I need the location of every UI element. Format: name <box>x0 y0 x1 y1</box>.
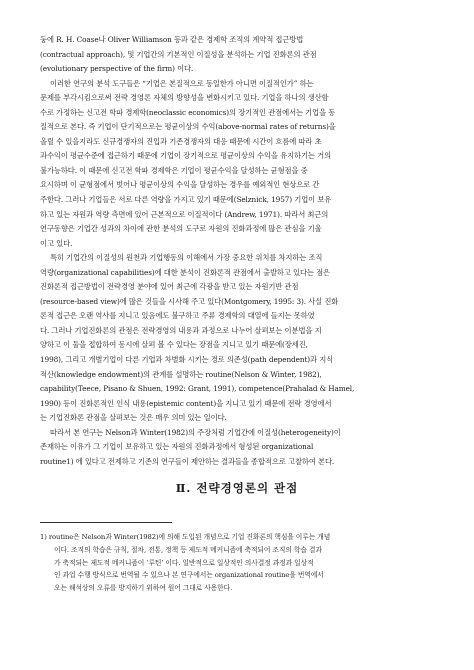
text-line: 연구동향은 기업간 성과의 차이에 관한 분석의 도구로 자원의 진화과정에 많은 관심을 기울 <box>40 224 322 234</box>
footnote-line: 오는 해석상의 오류를 방지하기 위하여 원어 그대로 사용한다. <box>54 583 233 592</box>
text-line: 적산(knowledge endowment)의 관계를 설명하는 routine(Nelson & Winter, 1982), <box>40 369 322 379</box>
footnote-line: 이다. 조직의 학습은 규칙, 절차, 전통, 정책 등 제도적 메커니즘에 축적되어 조직의 학습 결과 <box>54 546 322 554</box>
footnote-divider <box>40 522 172 523</box>
text-line: 수로 가정하는 신고전 학파 경제학(neoclassic economics)의 장기적인 관점에서는 기업을 동 <box>40 107 336 117</box>
text-line: 이고 있다. <box>40 238 73 248</box>
text-line: (resource-based view)에 많은 것들을 시사해 주고 있다(Montgomery, 1995: 3). 사실 진화 <box>40 296 339 306</box>
text-line: 론적 접근은 오랜 역사를 지니고 있음에도 불구하고 주류 경제학의 대열에 들지는 못하였 <box>40 311 315 321</box>
text-line: 과수익이 평균수준에 접근하기 때문에 기업이 장기적으로 평균이상의 수익을 유지하기는 거의 <box>40 151 331 161</box>
text-line: 요시하며 이 균형점에서 벗어나 평균이상의 수익을 달성하는 경우를 예외적인 현상으로 간 <box>40 180 320 190</box>
text-line: routine1) 에 있다고 전제하고 기존의 연구들이 제안하는 결과들을 종합적으로 고찰하여 본다. <box>40 456 335 466</box>
text-line: 역량(organizational capabilities)에 대한 분석이 진화론적 관점에서 출발하고 있다는 점은 <box>40 267 331 277</box>
text-line: 존재하는 이유가 그 기업이 보유하고 있는 자원의 진화과정에서 형성된 organizational <box>40 442 314 452</box>
text-line: 둥에 R. H. Coase나 Oliver Williamson 등과 같은 경제학 조직의 계약적 접근방법 <box>40 35 304 44</box>
text-line: (contractual approach), 및 기업간의 기본적인 이질성을 분석하는 기업 진화론의 관점 <box>40 49 317 59</box>
text-line: 는 기업진화론 관점을 살펴보는 것은 매우 의미 있는 일이다. <box>40 413 227 423</box>
text-line: 불가능하다. 이 때문에 신고전 학파 경제학은 기업이 평균수익을 달성하는 균형점을 중 <box>40 165 308 175</box>
text-line: 따라서 본 연구는 Nelson과 Winter(1982)의 주장처럼 기업간에 이질성(heterogeneity)이 <box>50 427 341 437</box>
text-line: capability(Teece, Pisano & Shuen, 1992: Grant, 1991), competence(Prahalad & Hamel, <box>40 384 355 394</box>
section-heading: Ⅱ. 전략경영론의 관점 <box>175 481 299 496</box>
text-line: 하고 있는 자원과 역량 측면에 있어 근본적으로 이질적이다 (Andrew, 1971). 따라서 최근의 <box>40 209 329 219</box>
text-line: 주한다. 그러나 기업들은 서로 다른 역량을 가지고 있기 때문에(Selznick, 1957) 기업이 보유 <box>40 195 332 205</box>
text-line: 다. 그러나 기업진화론의 관점은 전략경영의 내용과 과정으로 나누어 살펴보는 이분법을 지 <box>40 325 322 335</box>
text-line: 이러한 연구의 분석 도구들은 “기업은 본질적으로 동일한가 아니면 이질적인가” 하는 <box>50 78 314 88</box>
text-line: 1990) 등이 진화론적인 인식 내용(epistemic content)을 지니고 있기 때문에 전략 경영에서 <box>40 398 332 408</box>
text-line: 1998), 그리고 개별기업이 다른 기업과 차별화 시키는 경로 의존성(path dependent)과 지식 <box>40 355 334 365</box>
text-line: 양하고 이 둘을 접합하여 동시에 살펴 볼 수 있다는 장점을 지니고 있기 때문에(장세진, <box>40 340 308 350</box>
footnote-line: 가 축적되는 제도적 메커니즘이 ‘루틴’ 이다. 일반적으로 일상적인 의사결정 과정과 일상적 <box>54 558 314 567</box>
text-line: 특히 기업간의 이질성의 원천과 기업행동의 이해에서 가장 중요한 위치를 차지하는 조직 <box>50 253 323 263</box>
text-line: 질적으로 본다. 즉 기업이 단기적으로는 평균이상의 수익(above-normal rates of returns)을 <box>40 122 336 132</box>
footnote <box>40 531 434 594</box>
footnote-line: 1) routine은 Nelson과 Winter(1982)에 의해 도입된 개념으로 기업 진화론의 핵심을 이루는 개념 <box>40 533 331 542</box>
body-text <box>40 33 434 469</box>
text-line: 진화론적 접근방법이 전략경영 분야에 있어 최근에 각광을 받고 있는 자원기반 관점 <box>40 282 299 292</box>
text-line: (evolutionary perspective of the firm) 이다. <box>40 64 194 74</box>
footnote-line: 인 과업 수행 방식으로 번역될 수 있으나 본 연구에서는 organizational routine을 번역에서 <box>54 571 324 580</box>
text-line: 문제를 부각시킴으로써 전략 경영론 자체의 방향성을 변화시키고 있다. 기업을 하나의 생산함 <box>40 93 329 103</box>
text-line: 올릴 수 있을지라도 신규경쟁자의 진입과 기존경쟁자의 대응 때문에 시간이 흐름에 따라 초 <box>40 136 322 146</box>
